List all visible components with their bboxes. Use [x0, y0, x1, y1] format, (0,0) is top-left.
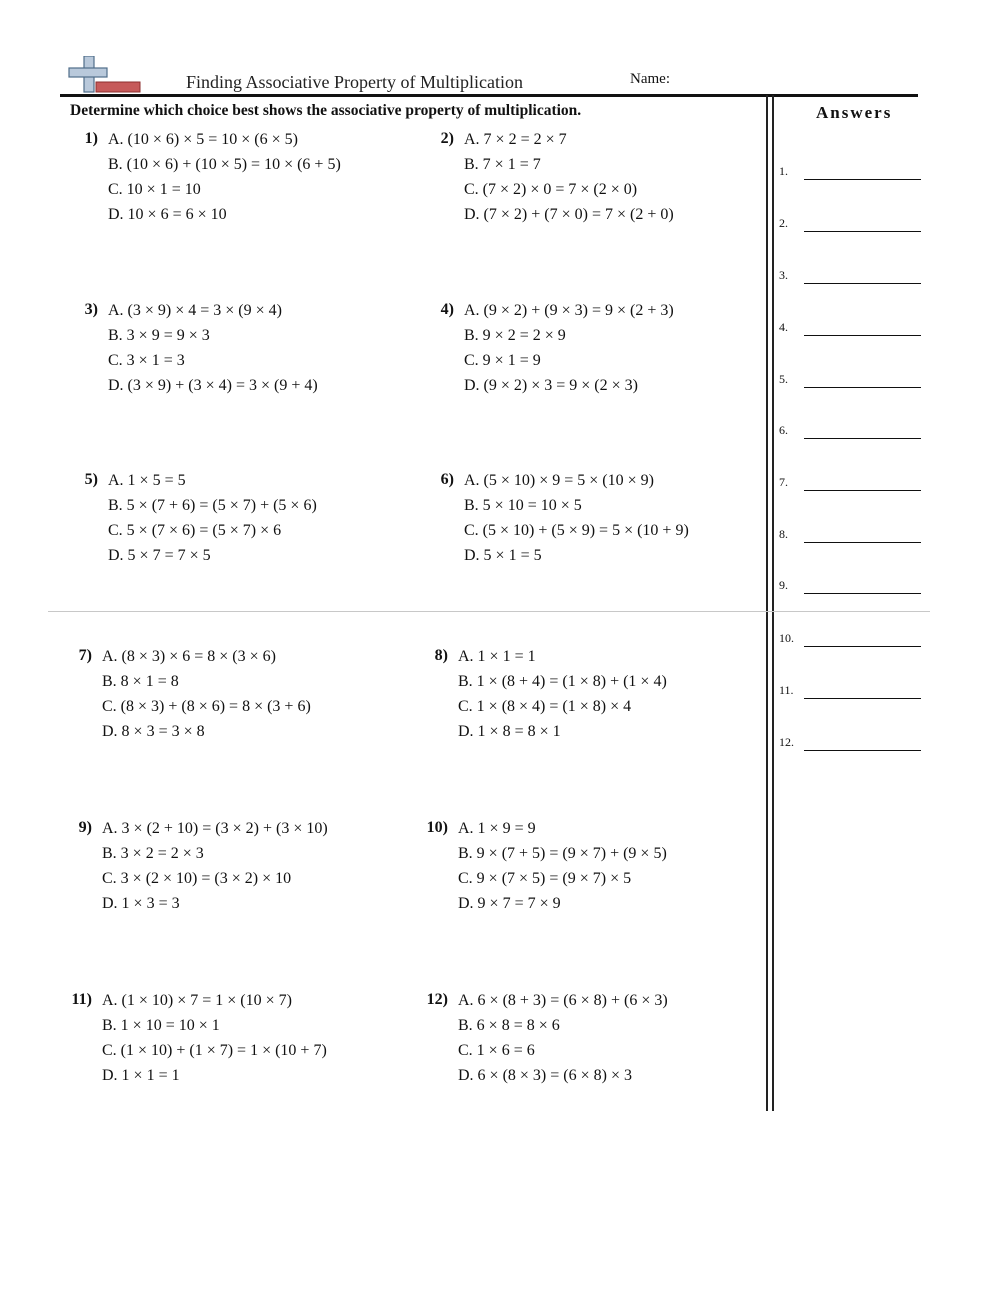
- answer-blank[interactable]: [804, 490, 921, 491]
- answer-column-divider: [766, 95, 768, 1111]
- question-number: 3): [84, 301, 98, 318]
- question-number: 9): [78, 819, 92, 836]
- answer-option: B. 6 × 8 = 8 × 6: [458, 1017, 560, 1034]
- answer-option: A. (8 × 3) × 6 = 8 × (3 × 6): [102, 648, 276, 665]
- answer-number: 2.: [779, 216, 788, 230]
- answer-option: D. 9 × 7 = 7 × 9: [458, 895, 561, 912]
- answer-blank[interactable]: [804, 646, 921, 647]
- answer-option: C. 1 × (8 × 4) = (1 × 8) × 4: [458, 698, 632, 715]
- answer-options: [102, 819, 328, 919]
- answer-number: 9.: [779, 578, 788, 592]
- answer-option: C. 9 × (7 × 5) = (9 × 7) × 5: [458, 870, 632, 887]
- answer-blank[interactable]: [804, 179, 921, 180]
- answer-line[interactable]: [779, 678, 924, 702]
- question-number: 4): [440, 301, 454, 318]
- answer-option: A. 7 × 2 = 2 × 7: [464, 131, 567, 148]
- answer-number: 8.: [779, 527, 788, 541]
- answer-blank[interactable]: [804, 231, 921, 232]
- answer-number: 5.: [779, 372, 788, 386]
- answer-options: [464, 130, 674, 230]
- instructions: Determine which choice best shows the associative property of multiplication.: [70, 102, 582, 119]
- answer-option: D. (7 × 2) + (7 × 0) = 7 × (2 + 0): [464, 206, 674, 223]
- answer-options: [458, 991, 668, 1091]
- name-label: Name:: [630, 71, 670, 87]
- question-number: 1): [84, 130, 98, 147]
- answer-blank[interactable]: [804, 750, 921, 751]
- worksheet-logo: [66, 56, 142, 94]
- answer-line[interactable]: [779, 159, 924, 183]
- answer-blank[interactable]: [804, 438, 921, 439]
- answer-column-divider: [772, 95, 774, 1111]
- answers-heading: Answers: [816, 103, 893, 122]
- question-number: 2): [440, 130, 454, 147]
- answer-option: A. 6 × (8 + 3) = (6 × 8) + (6 × 3): [458, 992, 668, 1009]
- header-rule: [60, 94, 918, 97]
- answer-option: B. 1 × 10 = 10 × 1: [102, 1017, 220, 1034]
- answer-option: B. 5 × (7 + 6) = (5 × 7) + (5 × 6): [108, 497, 317, 514]
- answer-options: [464, 301, 674, 401]
- answer-number: 1.: [779, 164, 788, 178]
- question-number: 12): [426, 991, 448, 1008]
- answer-option: A. 1 × 5 = 5: [108, 472, 186, 489]
- answer-option: A. (3 × 9) × 4 = 3 × (9 × 4): [108, 302, 282, 319]
- answer-blank[interactable]: [804, 335, 921, 336]
- answer-blank[interactable]: [804, 593, 921, 594]
- answer-option: C. 5 × (7 × 6) = (5 × 7) × 6: [108, 522, 282, 539]
- section-divider: [48, 611, 930, 612]
- question-number: 7): [78, 647, 92, 664]
- answer-option: A. (5 × 10) × 9 = 5 × (10 × 9): [464, 472, 654, 489]
- answer-line[interactable]: [779, 315, 924, 339]
- answer-option: D. 1 × 8 = 8 × 1: [458, 723, 561, 740]
- answer-option: D. 10 × 6 = 6 × 10: [108, 206, 227, 223]
- answer-line[interactable]: [779, 418, 924, 442]
- answer-options: [464, 471, 689, 571]
- answer-option: D. 8 × 3 = 3 × 8: [102, 723, 205, 740]
- answer-options: [108, 130, 341, 230]
- answer-option: D. 1 × 3 = 3: [102, 895, 180, 912]
- answer-options: [108, 471, 317, 571]
- answer-option: D. 5 × 1 = 5: [464, 547, 542, 564]
- answer-blank[interactable]: [804, 283, 921, 284]
- answer-blank[interactable]: [804, 542, 921, 543]
- answer-option: B. 1 × (8 + 4) = (1 × 8) + (1 × 4): [458, 673, 667, 690]
- answer-line[interactable]: [779, 211, 924, 235]
- question-number: 5): [84, 471, 98, 488]
- answer-options: [102, 647, 311, 747]
- answer-option: C. 3 × 1 = 3: [108, 352, 185, 369]
- answer-option: C. 3 × (2 × 10) = (3 × 2) × 10: [102, 870, 292, 887]
- answer-option: C. (7 × 2) × 0 = 7 × (2 × 0): [464, 181, 638, 198]
- answer-blank[interactable]: [804, 698, 921, 699]
- answer-number: 12.: [779, 735, 794, 749]
- answer-line[interactable]: [779, 263, 924, 287]
- question-number: 11): [71, 991, 92, 1008]
- answer-line[interactable]: [779, 367, 924, 391]
- answer-option: B. (10 × 6) + (10 × 5) = 10 × (6 + 5): [108, 156, 341, 173]
- answer-number: 6.: [779, 423, 788, 437]
- answer-number: 7.: [779, 475, 788, 489]
- answer-options: [108, 301, 318, 401]
- answer-blank[interactable]: [804, 387, 921, 388]
- answer-option: B. 5 × 10 = 10 × 5: [464, 497, 582, 514]
- answer-option: B. 9 × (7 + 5) = (9 × 7) + (9 × 5): [458, 845, 667, 862]
- answer-number: 4.: [779, 320, 788, 334]
- answer-option: A. 1 × 1 = 1: [458, 648, 536, 665]
- answer-options: [458, 819, 667, 919]
- answer-line[interactable]: [779, 470, 924, 494]
- answer-option: D. 1 × 1 = 1: [102, 1067, 180, 1084]
- answer-option: C. 9 × 1 = 9: [464, 352, 541, 369]
- answer-option: C. (8 × 3) + (8 × 6) = 8 × (3 + 6): [102, 698, 311, 715]
- answer-option: B. 9 × 2 = 2 × 9: [464, 327, 566, 344]
- answer-line[interactable]: [779, 626, 924, 650]
- worksheet-title: Finding Associative Property of Multiplication: [186, 72, 523, 92]
- answer-option: A. 3 × (2 + 10) = (3 × 2) + (3 × 10): [102, 820, 328, 837]
- answer-number: 11.: [779, 683, 794, 697]
- answer-line[interactable]: [779, 573, 924, 597]
- answer-option: D. (3 × 9) + (3 × 4) = 3 × (9 + 4): [108, 377, 318, 394]
- answer-options: [458, 647, 667, 747]
- answer-number: 3.: [779, 268, 788, 282]
- answer-line[interactable]: [779, 522, 924, 546]
- answer-option: B. 7 × 1 = 7: [464, 156, 541, 173]
- question-number: 6): [440, 471, 454, 488]
- question-number: 8): [434, 647, 448, 664]
- question-number: 10): [426, 819, 448, 836]
- answer-option: D. 5 × 7 = 7 × 5: [108, 547, 211, 564]
- answer-option: C. (1 × 10) + (1 × 7) = 1 × (10 + 7): [102, 1042, 327, 1059]
- answer-option: D. (9 × 2) × 3 = 9 × (2 × 3): [464, 377, 638, 394]
- answer-line[interactable]: [779, 730, 924, 754]
- answer-option: C. 10 × 1 = 10: [108, 181, 201, 198]
- answer-number: 10.: [779, 631, 794, 645]
- answer-option: D. 6 × (8 × 3) = (6 × 8) × 3: [458, 1067, 632, 1084]
- answer-option: A. (10 × 6) × 5 = 10 × (6 × 5): [108, 131, 298, 148]
- answer-option: C. 1 × 6 = 6: [458, 1042, 535, 1059]
- answer-option: B. 3 × 9 = 9 × 3: [108, 327, 210, 344]
- answer-option: A. 1 × 9 = 9: [458, 820, 536, 837]
- answer-option: B. 8 × 1 = 8: [102, 673, 179, 690]
- answer-option: C. (5 × 10) + (5 × 9) = 5 × (10 + 9): [464, 522, 689, 539]
- answer-option: A. (1 × 10) × 7 = 1 × (10 × 7): [102, 992, 292, 1009]
- answer-option: B. 3 × 2 = 2 × 3: [102, 845, 204, 862]
- answer-options: [102, 991, 327, 1091]
- answer-option: A. (9 × 2) + (9 × 3) = 9 × (2 + 3): [464, 302, 674, 319]
